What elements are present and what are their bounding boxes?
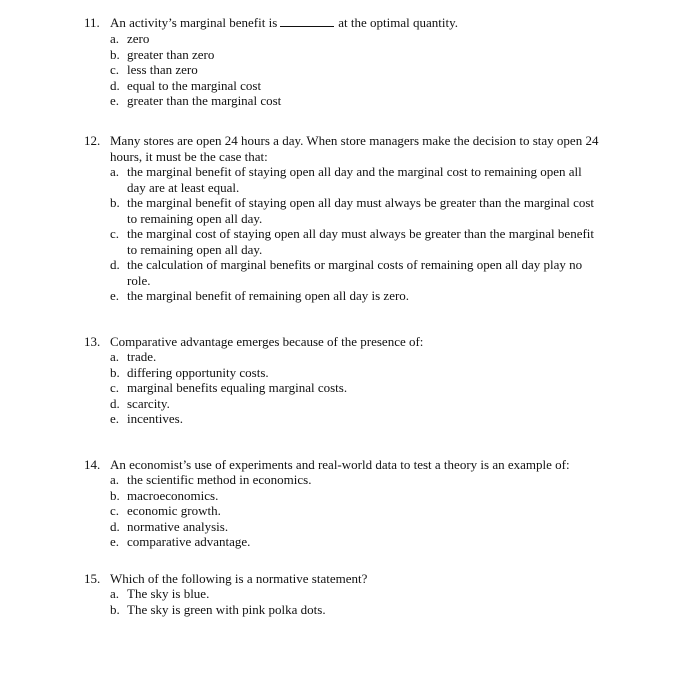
option-text: the marginal benefit of staying open all day and the marginal cost to remaining open all day are at least equal. [127,164,582,195]
option-d [110,519,600,535]
question-stem: Which of the following is a normative statement? [110,571,368,586]
option-a [110,472,600,488]
option-c [110,62,600,78]
options-list [110,31,600,109]
question-stem-after: at the optimal quantity. [338,15,459,30]
option-letter: e. [110,534,120,549]
option-e [110,534,600,550]
option-text: comparative advantage. [127,534,251,549]
option-e [110,288,600,304]
option-text: the marginal benefit of remaining open all day is zero. [127,288,410,303]
option-text: The sky is green with pink polka dots. [127,601,326,617]
option-a [110,164,600,195]
option-text: zero [127,31,150,46]
option-text: the calculation of marginal benefits or marginal costs of remaining open all day play no role. [127,257,583,288]
option-e [110,93,600,109]
option-letter: d. [110,518,120,534]
question-number: 11. [84,15,100,30]
options-list [110,472,600,550]
option-text: less than zero [127,62,198,77]
option-letter: e. [110,93,120,108]
option-c [110,226,600,257]
option-d [110,396,600,412]
option-letter: b. [110,364,120,380]
options-list [110,164,600,304]
question-stem [110,15,600,31]
option-text: scarcity. [127,395,170,411]
option-letter: a. [110,164,120,179]
question-stem: An economist’s use of experiments and real-world data to test a theory is an example of: [110,457,570,472]
option-text: greater than zero [127,46,215,62]
options-list [110,349,600,427]
option-letter: c. [110,62,120,77]
option-text: trade. [127,349,157,364]
option-b [110,602,600,618]
option-letter: a. [110,586,120,601]
option-letter: d. [110,257,120,272]
option-d [110,257,600,288]
option-c [110,380,600,396]
option-a [110,586,600,602]
answer-blank [280,15,334,27]
option-letter: b. [110,195,120,210]
option-text: differing opportunity costs. [127,364,269,380]
question-number: 13. [84,334,101,349]
option-letter: c. [110,380,120,395]
question-stem-before: An activity’s marginal benefit is [110,15,278,30]
option-letter: b. [110,487,120,503]
option-letter: b. [110,601,120,617]
option-text: the marginal cost of staying open all day must always be greater than the marginal benefit to remaining open all day. [127,226,595,257]
option-text: incentives. [127,411,183,426]
option-letter: a. [110,31,120,46]
option-text: normative analysis. [127,518,229,534]
option-letter: e. [110,288,120,303]
option-letter: a. [110,472,120,487]
option-a [110,349,600,365]
option-letter: d. [110,77,120,93]
option-text: greater than the marginal cost [127,93,282,108]
question-number: 15. [84,571,101,586]
option-b [110,488,600,504]
option-e [110,411,600,427]
option-text: The sky is blue. [127,586,210,601]
option-text: the marginal benefit of staying open all day must always be greater than the marginal cost to remaining open all day. [127,195,595,226]
option-text: marginal benefits equaling marginal costs. [127,380,348,395]
option-text: the scientific method in economics. [127,472,312,487]
option-letter: b. [110,46,120,62]
question-number: 14. [84,457,101,472]
option-d [110,78,600,94]
option-letter: a. [110,349,120,364]
option-text: economic growth. [127,503,221,518]
option-text: equal to the marginal cost [127,77,262,93]
option-b [110,365,600,381]
option-b [110,47,600,63]
question-stem: Comparative advantage emerges because of the presence of: [110,334,424,349]
option-letter: c. [110,503,120,518]
option-text: macroeconomics. [127,487,219,503]
option-letter: d. [110,395,120,411]
option-a [110,31,600,47]
option-b [110,195,600,226]
option-c [110,503,600,519]
options-list [110,586,600,617]
question-number: 12. [84,133,101,148]
option-letter: e. [110,411,120,426]
option-letter: c. [110,226,120,241]
question-stem: Many stores are open 24 hours a day. When store managers make the decision to stay open 24 hours, it must be the case that: [110,133,599,164]
